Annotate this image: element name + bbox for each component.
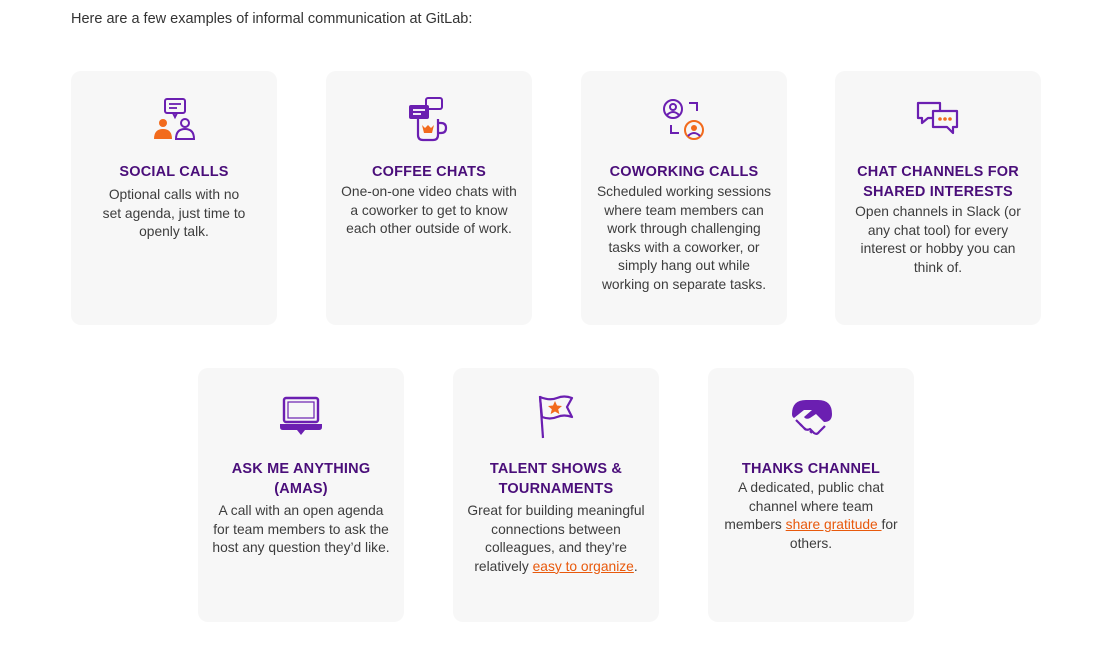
- card-title: CHAT CHANNELS FOR SHARED INTERESTS: [857, 164, 1019, 200]
- flag-star-icon: [533, 394, 579, 440]
- card-description: Open channels in Slack (or any chat tool) for every interest or hobby you can think of.: [855, 204, 1021, 275]
- card-title: SOCIAL CALLS: [119, 164, 229, 180]
- card-title: TALENT SHOWS & TOURNAMENTS: [489, 461, 623, 497]
- share-gratitude-link[interactable]: share gratitude: [785, 517, 882, 533]
- laptop-chat-icon: [278, 394, 324, 440]
- card-description: Scheduled working sessions where team members can work through challenging tasks with a coworker, or simply hang out while working on separate tasks.: [596, 184, 772, 292]
- card-title: THANKS CHANNEL: [741, 461, 881, 477]
- handshake-icon: [788, 394, 834, 440]
- chat-channels-icon: [915, 97, 961, 143]
- coworking-icon: [661, 97, 707, 143]
- description-text: A dedicated, public chat channel where team members: [724, 480, 884, 533]
- card-chat-channels: [835, 71, 1041, 325]
- coffee-chat-icon: [406, 97, 452, 143]
- card-coffee-chats: [326, 71, 532, 325]
- easy-to-organize-link[interactable]: easy to organize: [532, 558, 634, 574]
- card-coworking-calls: [581, 71, 787, 325]
- card-description: A call with an open agenda for team members to ask the host any question they’d like.: [212, 503, 390, 556]
- card-description: [722, 479, 900, 553]
- card-ask-me-anything: [198, 368, 404, 622]
- description-text-end: for others.: [789, 517, 898, 551]
- card-description: One-on-one video chats with a coworker to get to know each other outside of work.: [341, 184, 517, 237]
- card-description: [467, 502, 645, 576]
- description-text-end: .: [633, 558, 638, 574]
- card-talent-shows: [453, 368, 659, 622]
- card-title: COWORKING CALLS: [609, 164, 759, 180]
- intro-text: Here are a few examples of informal communication at GitLab:: [71, 11, 473, 27]
- card-description: Optional calls with no set agenda, just time to openly talk.: [102, 187, 246, 240]
- description-text: Great for building meaningful connections between colleagues, and they’re relatively: [467, 503, 645, 574]
- card-thanks-channel: [708, 368, 914, 622]
- card-social-calls: [71, 71, 277, 325]
- social-calls-icon: [151, 97, 197, 143]
- card-title: COFFEE CHATS: [371, 164, 487, 180]
- card-title: ASK ME ANYTHING (AMAS): [231, 461, 371, 497]
